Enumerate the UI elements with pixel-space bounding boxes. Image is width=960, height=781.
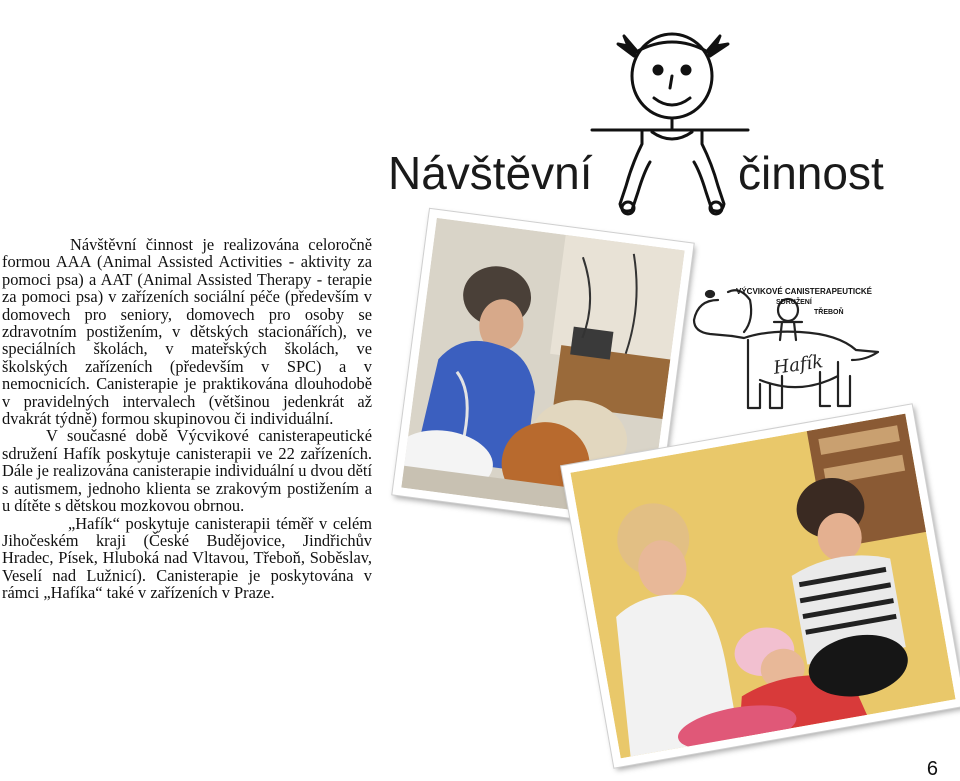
logo-line-2: SDRUŽENÍ — [776, 299, 812, 306]
paragraph-2: V současné době Výcvikové canisterapeutické sdružení Hafík poskytuje canisterapii ve 22 zařízeních. Dále je realizována canisterapie individuální u dvou dětí s autismem, jednoho klienta se zrakovým postižením a u dítěte s dětskou mozkovou obrnou. — [2, 426, 373, 516]
paragraph-3: „Hafík“ poskytuje canisterapii téměř v celém Jihočeském kraji (České Budějovice, Jindřichův Hradec, Písek, Hluboká nad Vltavou, Třeboň, Soběslav, Veselí nad Lužnicí). Canisterapie je poskytována v rámci „Hafíka“ také v zařízeních v Praze. — [2, 513, 372, 603]
photo-children-with-dog — [561, 404, 960, 767]
title-word-2: činnost — [738, 147, 884, 199]
page-number: 6 — [926, 758, 938, 780]
paragraph-1: Návštěvní činnost je realizována celoročně formou AAA (Animal Assisted Activities - aktivity za pomoci psa) a AAT (Animal Assisted Therapy - terapie za pomoci psa) v zařízeních sociální péče (především v domovech pro seniory, domovech pro osoby se zdravotním postižením, v dětských stacionářích), ve speciálních školách, v mateřských školách, ve školských zařízeních (především v SPC) a v nemocnicích. Canisterapie je praktikována dlouhodobě v pravidelných intervalech (většinou jedenkrát až dvakrát týdně) formou skupinovou či individuální. — [2, 235, 372, 429]
logo-line-3: TŘEBOŇ — [814, 309, 844, 316]
logo-dog-name: Hafík — [772, 351, 825, 379]
title-word-1: Návštěvní — [388, 147, 593, 199]
body-text — [2, 236, 372, 602]
association-logo — [688, 280, 888, 425]
child-mascot-icon — [590, 14, 750, 224]
logo-line-1: VÝCVIKOVÉ CANISTERAPEUTICKÉ — [736, 287, 873, 296]
